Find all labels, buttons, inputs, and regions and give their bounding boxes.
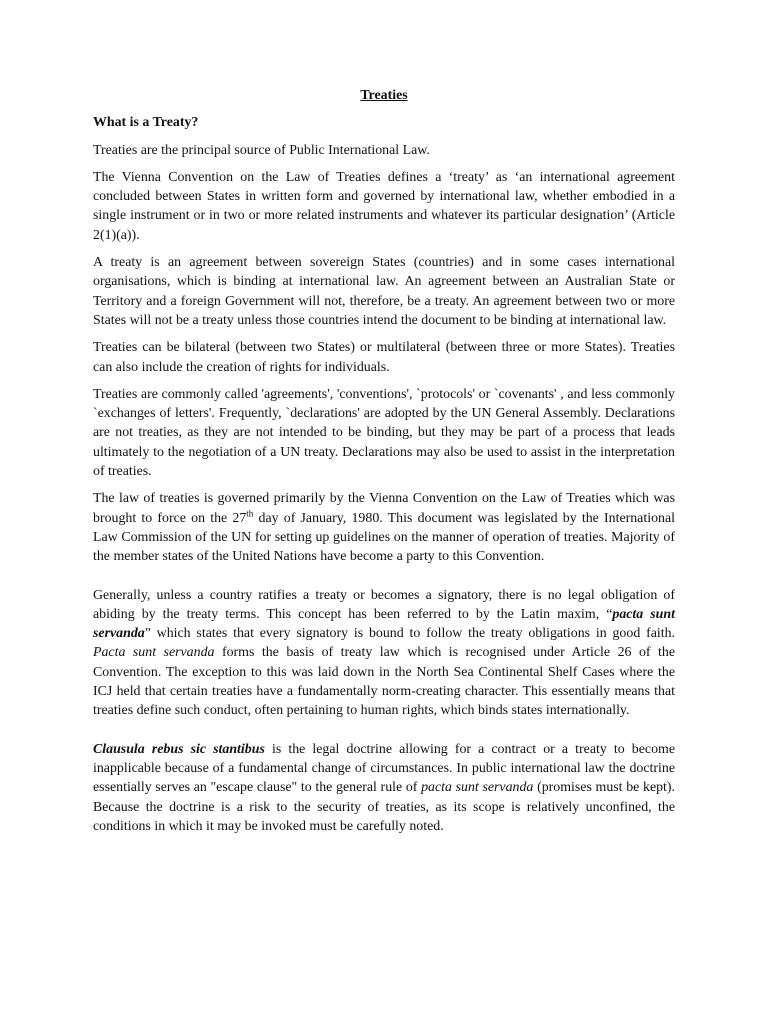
ordinal-suffix: th	[246, 508, 254, 519]
paragraph-7-text-cont: ” which states that every signatory is bound to follow the treaty obligations in good faith.	[144, 626, 675, 642]
latin-maxim: pacta sunt servanda	[93, 606, 675, 642]
document-title: Treaties	[360, 88, 408, 103]
latin-doctrine: Clausula rebus sic stantibus	[93, 741, 265, 757]
paragraph-3: A treaty is an agreement between sovereign States (countries) and in some cases international organisations, which is binding at international law. An agreement between an Australian State or Territory and a foreign Government will not, therefore, be a treaty. An agreement between two or more States will not be a treaty unless those countries intend the document to be binding at international law.	[93, 255, 675, 328]
latin-maxim-ref: pacta sunt servanda	[421, 780, 534, 796]
paragraph-6-text: The law of treaties is governed primarily by the Vienna Convention on the Law of Treaties which was brought to force on the 27	[93, 491, 675, 526]
paragraph-8-text: is the legal doctrine allowing for a contract or a treaty to become inapplicable because of a fundamental change of circumstances. In public international law the doctrine essentially serves an "escape clause" to the general rule of	[93, 741, 675, 796]
paragraph-8	[93, 740, 675, 836]
paragraph-7	[93, 586, 675, 721]
paragraph-6-text-cont: day of January, 1980. This document was legislated by the International Law Commission of the UN for setting up guidelines on the manner of operation of treaties. Majority of the member states of the United Nations have become a party to this Convention.	[93, 510, 675, 565]
paragraph-8-text-end: (promises must be kept). Because the doctrine is a risk to the security of treaties, as its scope is relatively unconfined, the conditions in which it may be invoked must be carefully noted.	[93, 780, 676, 834]
paragraph-4: Treaties can be bilateral (between two States) or multilateral (between three or more States). Treaties can also include the creation of rights for individuals.	[93, 340, 675, 375]
paragraph-2: The Vienna Convention on the Law of Treaties defines a ‘treaty’ as ‘an international agreement concluded between States in written form and governed by international law, whether embodied in a single instrument or in two or more related instruments and whatever its particular designation’ (Article 2(1)(a)).	[93, 169, 675, 243]
paragraph-6	[93, 489, 675, 566]
section-heading: What is a Treaty?	[93, 115, 199, 131]
paragraph-7-text-end: forms the basis of treaty law which is recognised under Article 26 of the Convention. The exception to this was laid down in the North Sea Continental Shelf Cases where the ICJ held that certain treaties have a fundamentally norm-creating character. This essentially means that treaties define such conduct, often pertaining to human rights, which binds states internationally.	[93, 645, 675, 719]
latin-maxim-repeat: Pacta sunt servanda	[93, 645, 215, 661]
paragraph-1: Treaties are the principal source of Public International Law.	[93, 142, 430, 158]
document-body	[93, 86, 675, 844]
paragraph-7-text: Generally, unless a country ratifies a treaty or becomes a signatory, there is no legal obligation of abiding by the treaty terms. This concept has been referred to by the Latin maxim, “	[93, 587, 675, 622]
paragraph-5: Treaties are commonly called 'agreements', 'conventions', `protocols' or `covenants' , and less commonly `exchanges of letters'. Frequently, `declarations' are adopted by the UN General Assembly. Declarations are not treaties, as they are not intended to be binding, but they may be part of a process that leads ultimately to the negotiation of a UN treaty. Declarations may also be used to assist in the interpretation of treaties.	[93, 386, 675, 480]
